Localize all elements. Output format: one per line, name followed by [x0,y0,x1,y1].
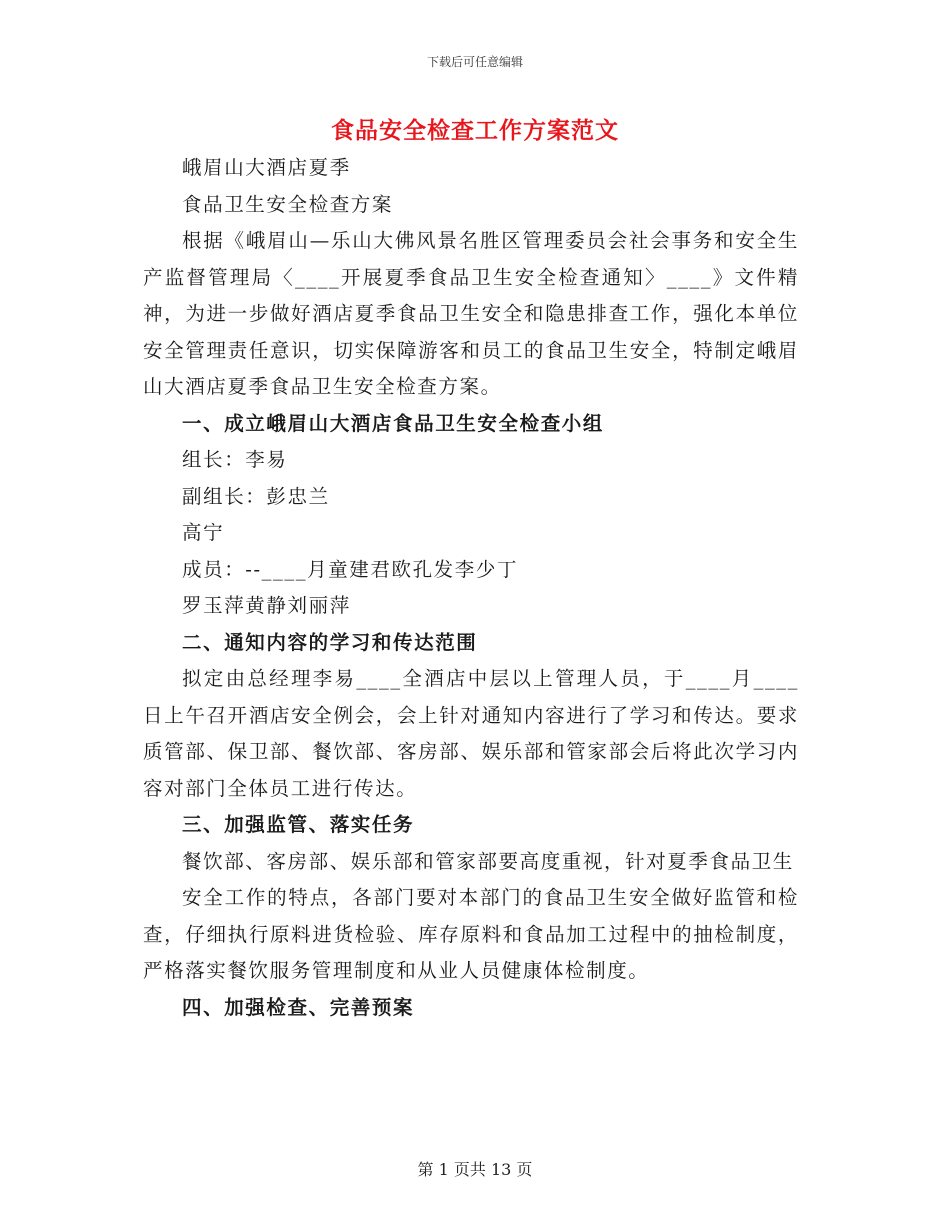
paragraph: 罗玉萍黄静刘丽萍 [182,594,351,617]
section-heading: 二、通知内容的学习和传达范围 [182,630,478,654]
paragraph: 安全工作的特点，各部门要对本部门的食品卫生安全做好监管和检查，仔细执行原料进货检验、库存原料和食品加工过程中的抽检制度，严格落实餐饮服务管理制度和从业人员健康体检制度。 [143,886,799,982]
paragraph: 高宁 [182,521,225,544]
paragraph: 组长：李易 [182,448,288,471]
paragraph: 根据《峨眉山—乐山大佛风景名胜区管理委员会社会事务和安全生产监督管理局〈____开展夏季食品卫生安全检查通知〉____》文件精神，为进一步做好酒店夏季食品卫生安全和隐患排查工作，强化本单位安全管理责任意识，切实保障游客和员工的食品卫生安全，特制定峨眉山大酒店夏季食品卫生安全检查方案。 [143,229,799,398]
section-heading: 一、成立峨眉山大酒店食品卫生安全检查小组 [182,411,605,435]
paragraph: 峨眉山大酒店夏季 [182,156,351,179]
section-heading: 四、加强检查、完善预案 [182,995,415,1019]
paragraph: 餐饮部、客房部、娱乐部和管家部要高度重视，针对夏季食品卫生 [182,849,794,873]
section-heading: 三、加强监管、落实任务 [182,813,415,836]
document-body [143,150,799,1026]
paragraph: 成员：--____月童建君欧孔发李少丁 [182,557,519,581]
page-footer: 第 1 页共 13 页 [417,1160,533,1179]
paragraph: 拟定由总经理李易____全酒店中层以上管理人员，于____月____日上午召开酒店安全例会，会上针对通知内容进行了学习和传达。要求质管部、保卫部、餐饮部、客房部、娱乐部和管家部会后将此次学习内容对部门全体员工进行传达。 [143,667,799,800]
document-title: 食品安全检查工作方案范文 [331,117,619,144]
paragraph: 食品卫生安全检查方案 [182,192,394,216]
header-note: 下载后可任意编辑 [426,55,523,69]
paragraph: 副组长：彭忠兰 [182,484,330,508]
